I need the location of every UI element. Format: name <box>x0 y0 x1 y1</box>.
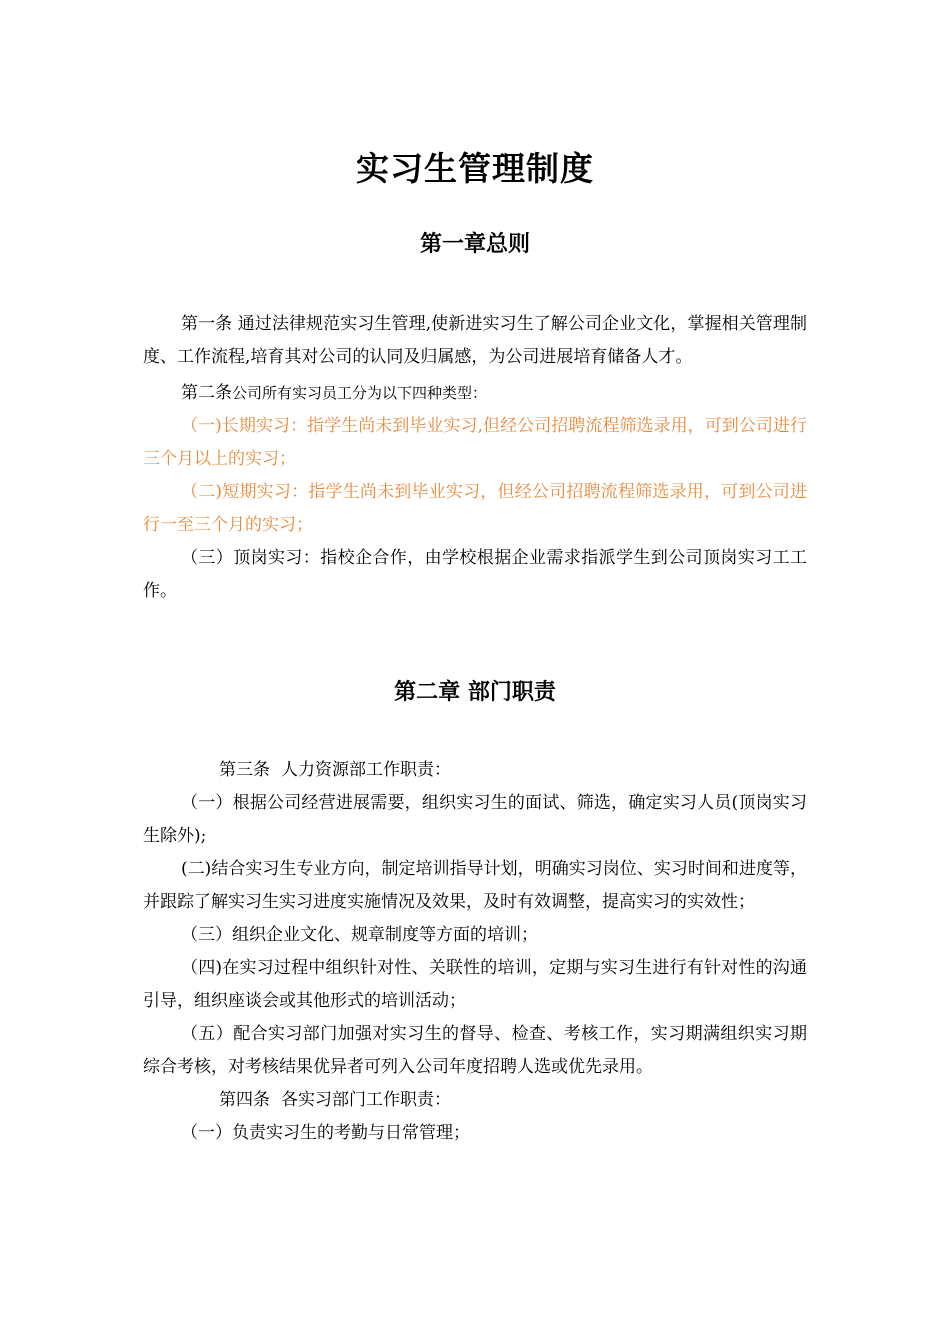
intern-type-long-term: （一)长期实习：指学生尚未到毕业实习,但经公司招聘流程筛选录用，可到公司进行三个月以上的实习； <box>143 416 807 469</box>
article-3-item: （一）根据公司经营进展需要，组织实习生的面试、筛选，确定实习人员(顶岗实习生除外); <box>143 793 807 846</box>
document-title: 实习生管理制度 <box>356 149 594 188</box>
article-2-text: 公司所有实习员工分为以下四种类型： <box>232 384 488 402</box>
chapter-1-body <box>143 308 807 608</box>
article-4-lead: 第四条 <box>219 1090 270 1110</box>
article-1: 第一条 通过法律规范实习生管理,使新进实习生了解公司企业文化，掌握相关管理制度、工作流程,培育其对公司的认同及归属感，为公司进展培育储备人才。 <box>143 314 807 367</box>
article-3-lead: 第三条 <box>219 760 270 780</box>
article-3 <box>143 754 807 787</box>
article-3-item: （四)在实习过程中组织针对性、关联性的培训，定期与实习生进行有针对性的沟通引导，组织座谈会或其他形式的培训活动； <box>143 958 807 1011</box>
chapter-2-title: 第二章 部门职责 <box>394 679 556 705</box>
article-4 <box>143 1084 807 1117</box>
chapter-1-title: 第一章总则 <box>419 231 530 257</box>
article-3-item: (二)结合实习生专业方向，制定培训指导计划，明确实习岗位、实习时间和进度等，并跟踪了解实习生实习进度实施情况及效果，及时有效调整，提高实习的实效性； <box>143 859 807 912</box>
chapter-2-body <box>143 754 807 1150</box>
article-3-item: （三）组织企业文化、规章制度等方面的培训； <box>181 925 538 945</box>
intern-type-short-term: （二)短期实习：指学生尚未到毕业实习，但经公司招聘流程筛选录用，可到公司进行一至三个月的实习； <box>143 482 807 535</box>
article-2 <box>143 377 807 410</box>
article-4-item: （一）负责实习生的考勤与日常管理； <box>181 1123 470 1143</box>
article-2-lead: 第二条 <box>181 383 232 403</box>
article-4-text: 各实习部门工作职责： <box>281 1090 451 1110</box>
article-3-text: 人力资源部工作职责： <box>281 760 451 780</box>
intern-type-placement: （三）顶岗实习：指校企合作，由学校根据企业需求指派学生到公司顶岗实习工工作。 <box>143 548 807 601</box>
article-3-item: （五）配合实习部门加强对实习生的督导、检查、考核工作，实习期满组织实习期综合考核，对考核结果优异者可列入公司年度招聘人选或优先录用。 <box>143 1024 807 1077</box>
